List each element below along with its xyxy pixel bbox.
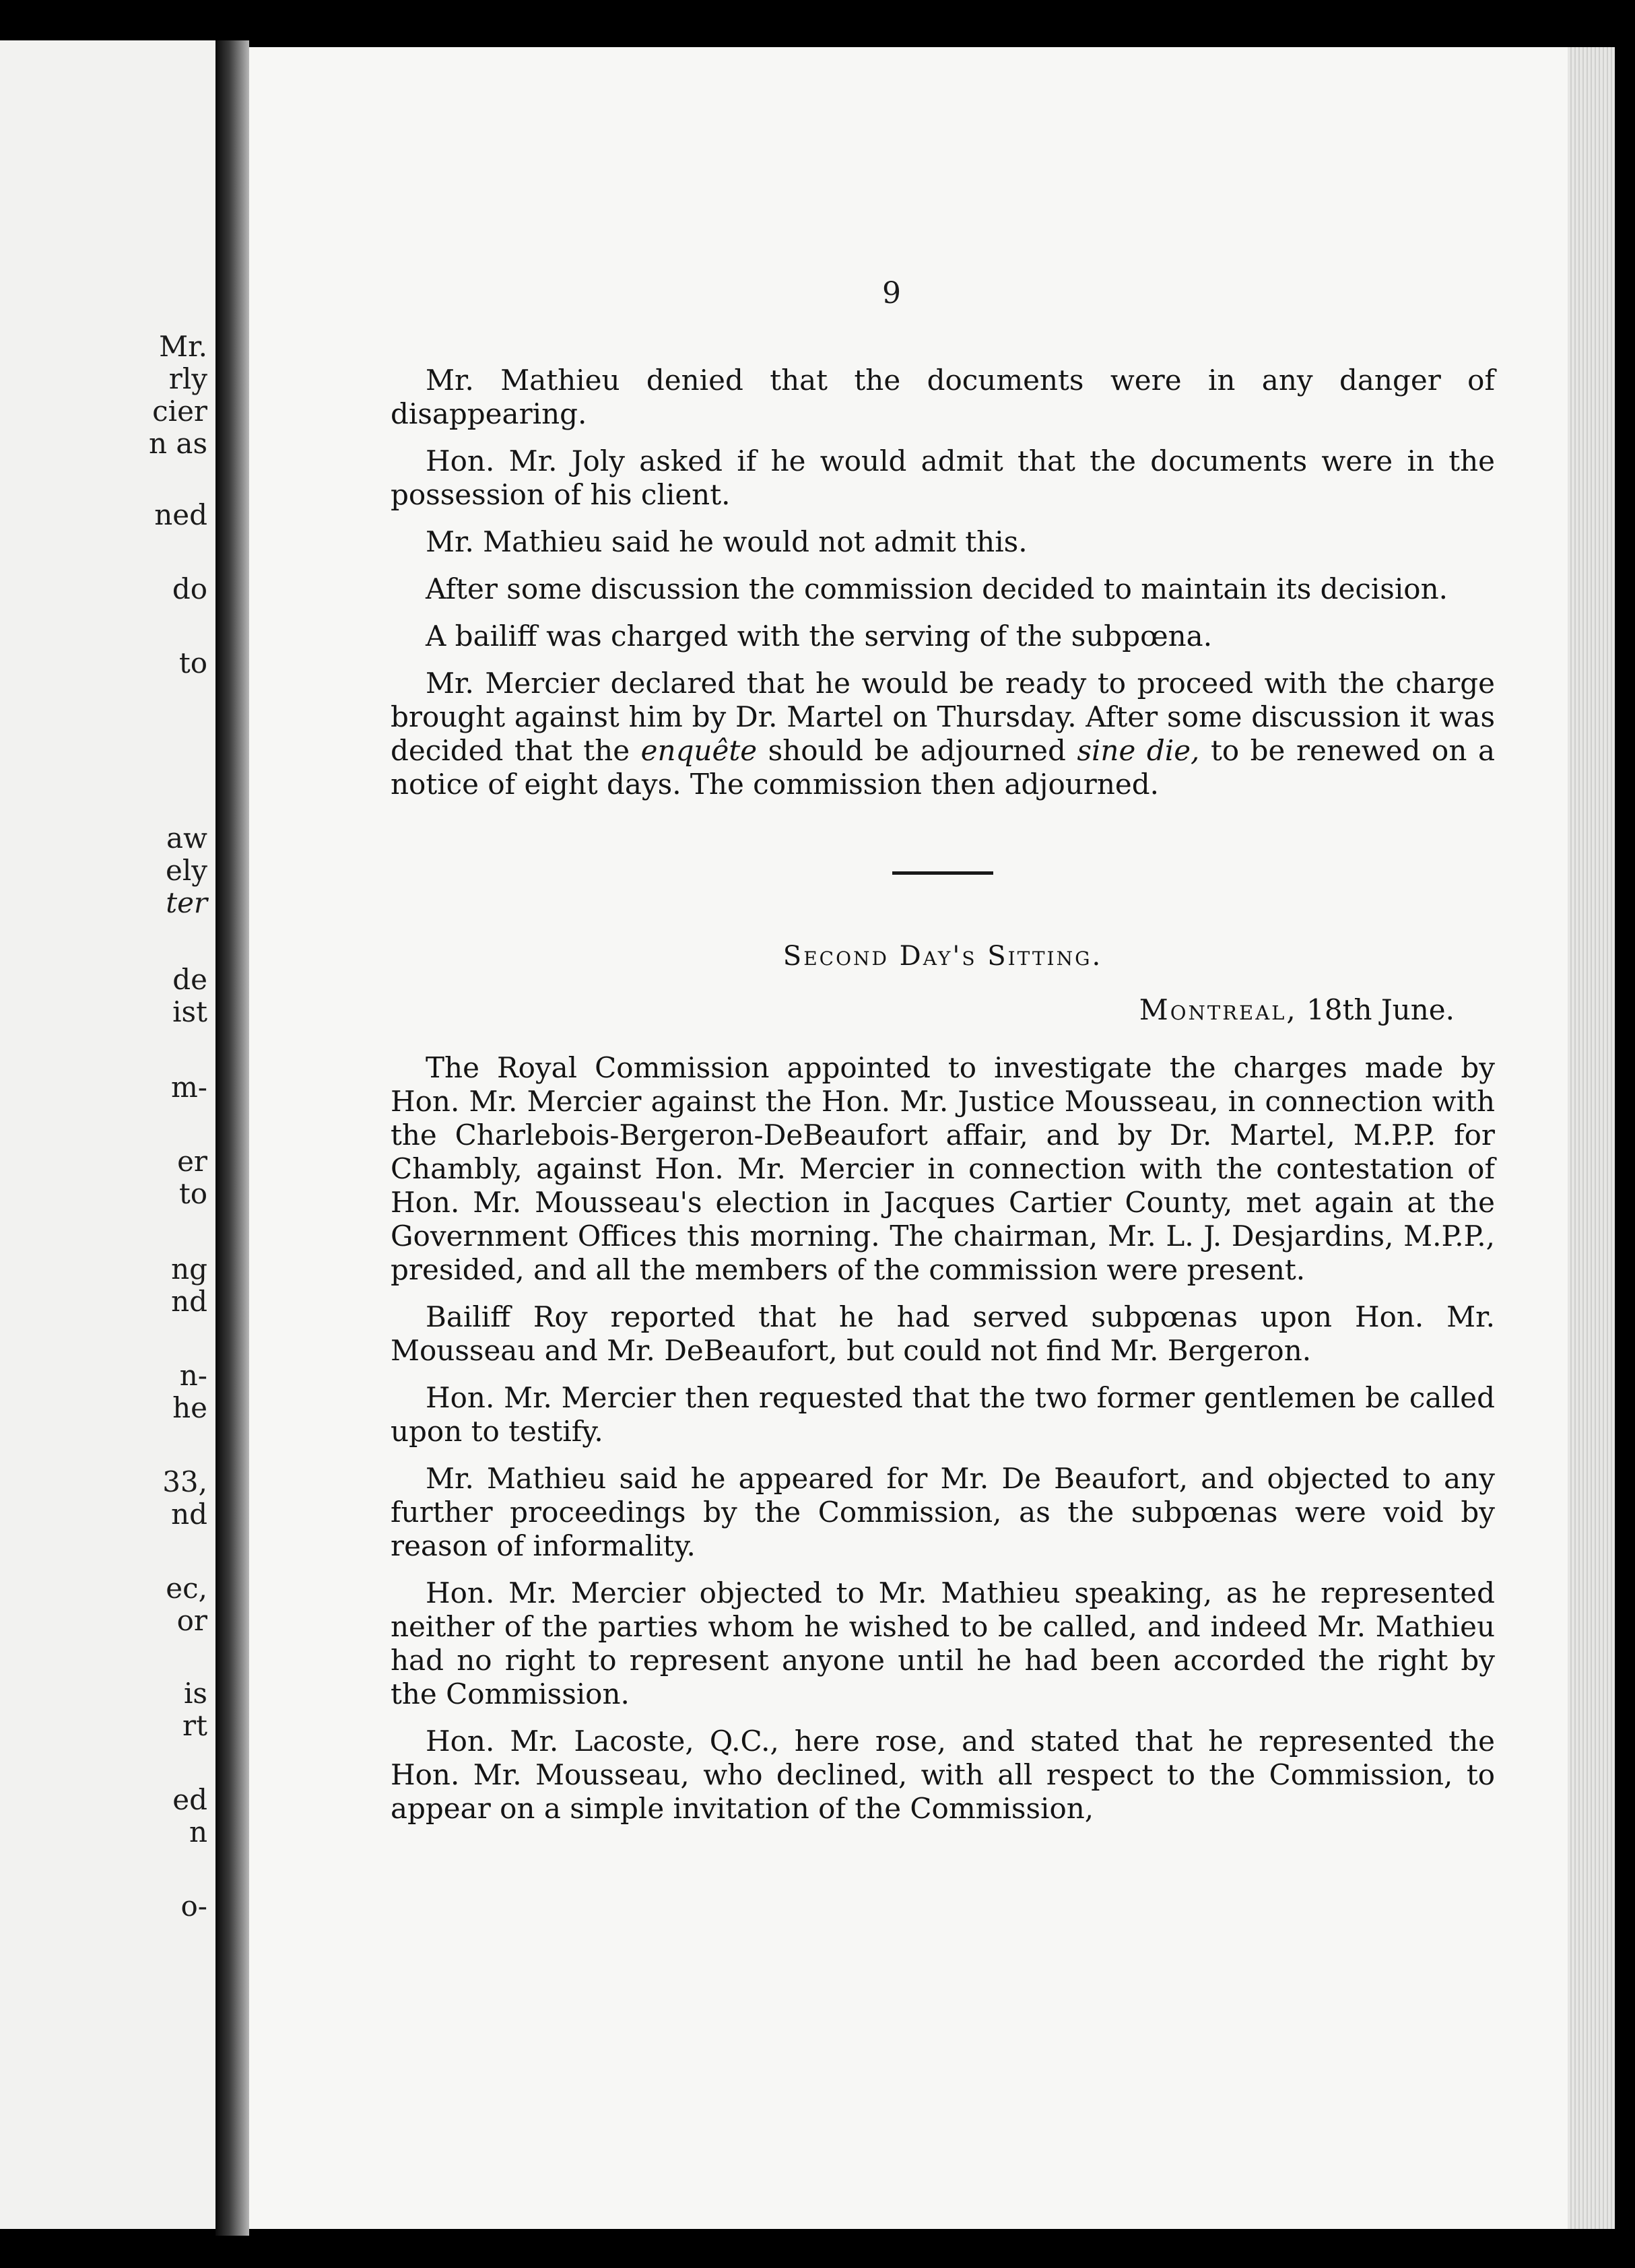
text-column: [391, 364, 1495, 1839]
left-text-fragment: n: [189, 1815, 207, 1848]
paragraph: Mr. Mathieu denied that the documents were in any danger of disappearing.: [391, 364, 1495, 430]
left-text-fragment: or: [176, 1604, 207, 1637]
left-text-fragment: 33,: [162, 1465, 207, 1498]
paragraph: Hon. Mr. Mercier objected to Mr. Mathieu speaking, as he represented neither of the parties whom he wished to be called, and indeed Mr. Mathieu had no right to represent anyone until he had been accorded the right by the Commission.: [391, 1576, 1495, 1710]
book-gutter: [215, 40, 249, 2236]
paragraph: Hon. Mr. Lacoste, Q.C., here rose, and stated that he represented the Hon. Mr. Mousseau, who declined, with all respect to the Commission, to appear on a simple invitation of the Commission,: [391, 1725, 1495, 1825]
left-text-fragment: do: [172, 572, 207, 605]
left-page-fragment: [0, 40, 215, 2229]
left-text-fragment: o-: [180, 1890, 207, 1923]
left-text-fragment: ec,: [166, 1572, 207, 1605]
text-run: to be renewed on a notice of eight days. The commission then adjourned.: [391, 734, 1495, 801]
left-text-fragment: ter: [166, 886, 207, 919]
left-text-fragment: n as: [149, 427, 207, 460]
page-number: 9: [882, 276, 901, 310]
left-text-fragment: to: [178, 1177, 207, 1210]
paragraph: Mr. Mathieu said he appeared for Mr. De Beaufort, and objected to any further proceedings by the Commission, as the subpœnas were void by reason of informality.: [391, 1462, 1495, 1562]
left-text-fragment: m-: [170, 1071, 207, 1104]
left-text-fragment: ng: [171, 1253, 207, 1286]
paragraph: After some discussion the commission decided to maintain its decision.: [426, 572, 1448, 605]
paragraph-adjournment: [391, 667, 1495, 801]
left-text-fragment: to: [178, 646, 207, 679]
paragraph: Bailiff Roy reported that he had served subpœnas upon Hon. Mr. Mousseau and Mr. DeBeaufort, but could not find Mr. Bergeron.: [391, 1300, 1495, 1367]
left-text-fragment: is: [184, 1677, 207, 1710]
paragraph: Mr. Mathieu said he would not admit this.: [426, 525, 1028, 558]
left-text-fragment: aw: [166, 822, 207, 855]
left-text-fragment: ned: [154, 498, 207, 531]
dateline-place: Montreal,: [1139, 993, 1298, 1026]
paragraph: A bailiff was charged with the serving of the subpœna.: [426, 620, 1213, 653]
left-text-fragment: nd: [171, 1285, 207, 1318]
left-text-fragment: he: [172, 1391, 207, 1424]
text-run: Mr. Mercier declared that he would be ready to proceed with the charge brought against him by Dr. Martel on Thursday. After some discussion it was decided that the: [391, 667, 1495, 767]
section-divider: [892, 871, 993, 875]
section-title: Second Day's Sitting.: [782, 941, 1103, 972]
left-text-fragment: ely: [165, 854, 207, 887]
paragraph: Hon. Mr. Joly asked if he would admit that the documents were in the possession of his client.: [391, 444, 1495, 511]
italic-term: enquête: [640, 734, 758, 767]
dateline-date: 18th June.: [1306, 993, 1455, 1026]
page-edge-stack: [1568, 47, 1615, 2229]
left-text-fragment: er: [177, 1145, 207, 1178]
left-text-fragment: n-: [179, 1359, 207, 1392]
left-text-fragment: de: [172, 963, 207, 996]
left-text-fragment: rly: [168, 362, 207, 395]
left-text-fragment: nd: [171, 1498, 207, 1531]
left-text-fragment: cier: [152, 395, 207, 428]
left-text-fragment: ist: [172, 995, 207, 1028]
dateline: [391, 993, 1495, 1027]
italic-term: sine die,: [1077, 734, 1200, 767]
left-text-fragment: Mr.: [159, 330, 207, 363]
left-text-fragment: rt: [182, 1709, 207, 1742]
paragraph: The Royal Commission appointed to investigate the charges made by Hon. Mr. Mercier against the Hon. Mr. Justice Mousseau, in connection with the Charlebois-Bergeron-DeBeaufort affair, and by Dr. Martel, M.P.P. for Chambly, against Hon. Mr. Mercier in connection with the contestation of Hon. Mr. Mousseau's election in Jacques Cartier County, met again at the Government Offices this morning. The chairman, Mr. L. J. Desjardins, M.P.P., presided, and all the members of the commission were present.: [391, 1051, 1495, 1286]
right-page: [249, 47, 1615, 2229]
left-text-fragment: ed: [172, 1783, 207, 1816]
paragraph: Hon. Mr. Mercier then requested that the two former gentlemen be called upon to testify.: [391, 1381, 1495, 1448]
text-run: should be adjourned: [757, 734, 1077, 767]
